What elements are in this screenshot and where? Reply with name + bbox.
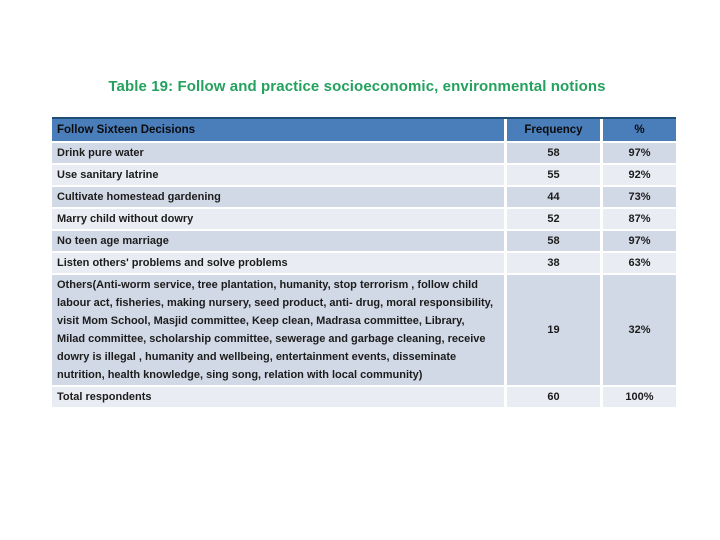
table-row	[52, 209, 676, 229]
frequency-cell: 58	[507, 143, 600, 163]
table-row	[52, 187, 676, 207]
decision-cell: No teen age marriage	[52, 231, 504, 251]
percent-cell: 73%	[603, 187, 676, 207]
table-body	[52, 143, 676, 407]
frequency-cell: 55	[507, 165, 600, 185]
frequency-cell: 19	[507, 275, 600, 385]
percent-cell: 97%	[603, 231, 676, 251]
percent-cell: 92%	[603, 165, 676, 185]
table-row	[52, 231, 676, 251]
decision-cell: Others(Anti-worm service, tree plantation, humanity, stop terrorism , follow child labour act, fisheries, making nursery, seed product, anti- drug, moral responsibility, visit Mom School, Masjid committee, Keep clean, Madrasa committee, Library, Milad committee, scholarship committee, sewerage and garbage cleaning, receive dowry is illegal , humanity and wellbeing, entertainment events, disseminate nutrition, health knowledge, sing song, relation with local community)	[52, 275, 504, 385]
frequency-cell: 58	[507, 231, 600, 251]
percent-cell: 100%	[603, 387, 676, 407]
decision-cell: Use sanitary latrine	[52, 165, 504, 185]
decision-cell: Marry child without dowry	[52, 209, 504, 229]
percent-cell: 87%	[603, 209, 676, 229]
decisions-table	[52, 117, 676, 409]
decision-cell: Drink pure water	[52, 143, 504, 163]
decision-cell: Total respondents	[52, 387, 504, 407]
percent-cell: 32%	[603, 275, 676, 385]
table-title: Table 19: Follow and practice socioeconomic, environmental notions	[108, 78, 606, 95]
frequency-cell: 44	[507, 187, 600, 207]
header-cell-percent: %	[603, 119, 676, 141]
header-cell-decisions: Follow Sixteen Decisions	[52, 119, 504, 141]
percent-cell: 97%	[603, 143, 676, 163]
percent-cell: 63%	[603, 253, 676, 273]
frequency-cell: 60	[507, 387, 600, 407]
decision-cell: Listen others' problems and solve problems	[52, 253, 504, 273]
frequency-cell: 52	[507, 209, 600, 229]
table-row	[52, 253, 676, 273]
decision-cell: Cultivate homestead gardening	[52, 187, 504, 207]
table-row	[52, 387, 676, 407]
table-header-row	[52, 117, 676, 141]
table-row	[52, 165, 676, 185]
table-row	[52, 143, 676, 163]
frequency-cell: 38	[507, 253, 600, 273]
header-cell-frequency: Frequency	[507, 119, 600, 141]
table-row	[52, 275, 676, 385]
